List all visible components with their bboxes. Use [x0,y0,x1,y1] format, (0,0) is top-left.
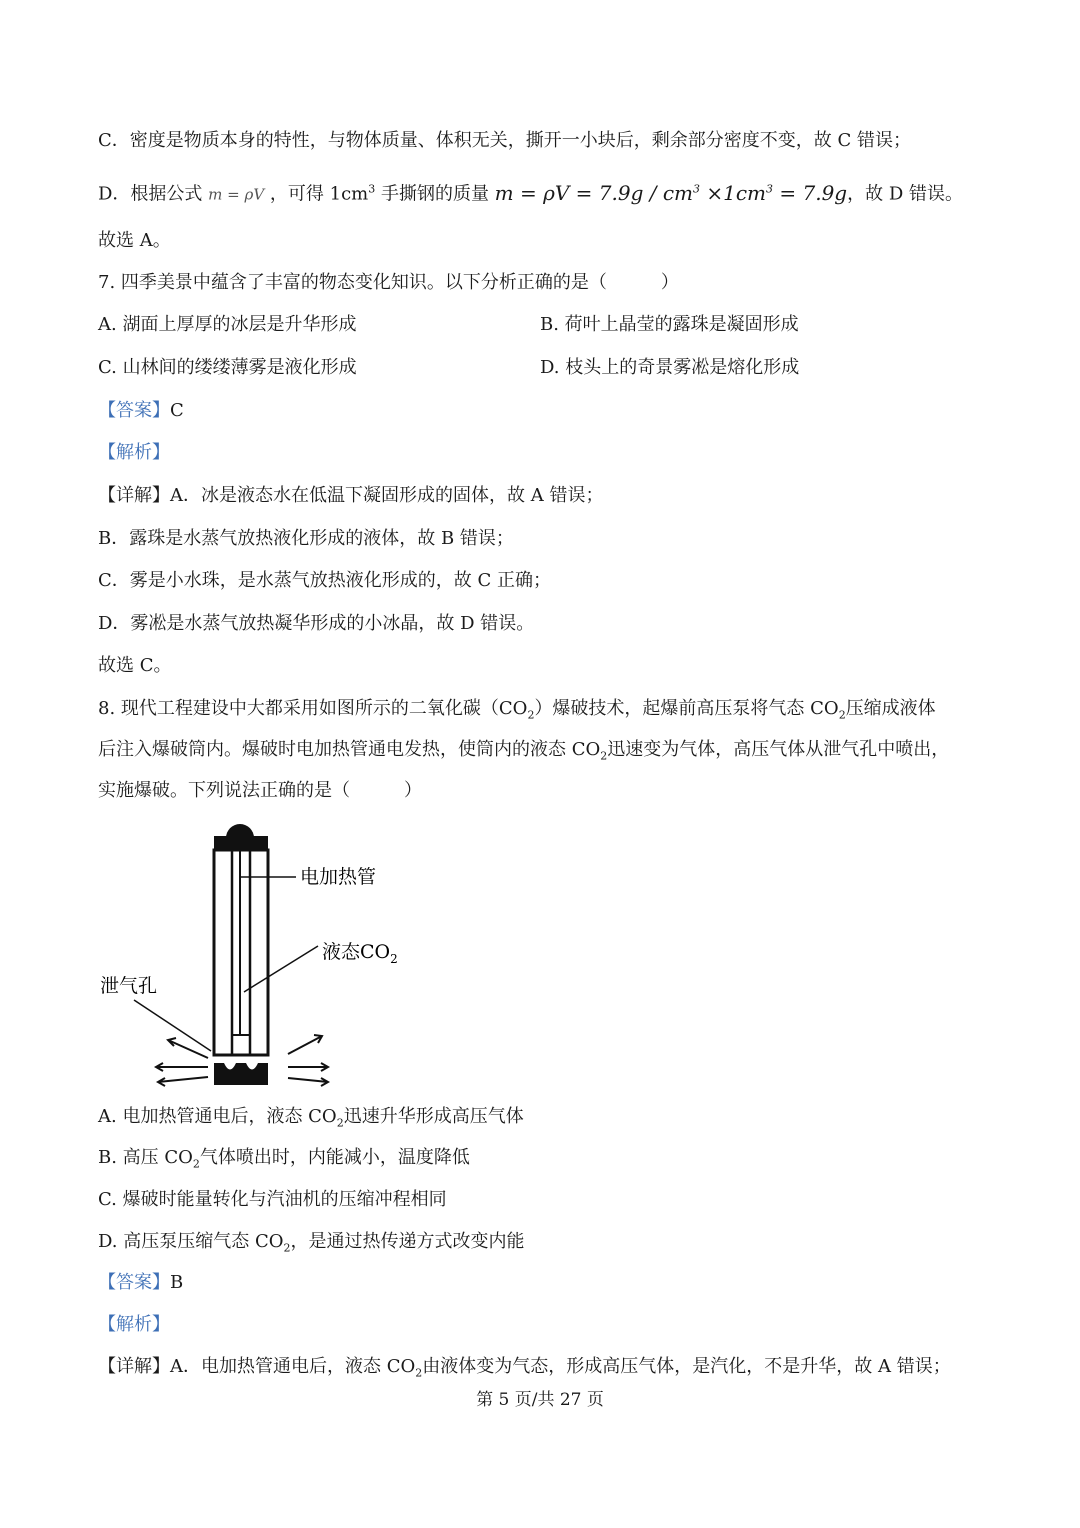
q7-stem: 7. 四季美景中蕴含了丰富的物态变化知识。以下分析正确的是（ ） [98,272,679,293]
superscript: 3 [693,182,701,195]
subscript: 2 [283,1241,291,1255]
text: B. 高压 CO [98,1147,193,1168]
q7-conclusion: 故选 C。 [98,655,172,676]
liquid-leader-line [244,946,318,992]
label-liquid-text: 液态CO [322,941,391,963]
q7-option-c: C. 山林间的缕缕薄雾是液化形成 [98,357,357,378]
q7-option-b: B. 荷叶上晶莹的露珠是凝固形成 [540,314,799,335]
q8-stem-line1 [98,696,936,729]
prev-conclusion: 故选 A。 [98,230,171,251]
formula-density: m = ρV [208,185,265,204]
subscript: 2 [336,1116,344,1130]
subscript: 2 [527,708,535,722]
answer-value: C [170,400,184,421]
text: 迅速升华形成高压气体 [343,1106,524,1127]
prev-option-d-suffix: ，故 D 错误。 [847,183,963,205]
text: 后注入爆破筒内。爆破时电加热管通电发热，使筒内的液态 CO [98,739,601,760]
q8-option-c: C. 爆破时能量转化与汽油机的压缩冲程相同 [98,1189,447,1210]
tube-bottom-block [214,1063,268,1085]
q8-option-a [98,1104,524,1137]
q7-option-a: A. 湖面上厚厚的冰层是升华形成 [98,314,357,335]
q8-stem-line3: 实施爆破。下列说法正确的是（ ） [98,780,422,801]
text: A．电加热管通电后，液态 CO [170,1356,416,1377]
subscript: 2 [192,1157,200,1171]
co2-blasting-diagram [96,820,416,1090]
answer-tag: 【答案】 [98,400,170,421]
q8-analysis-tag: 【解析】 [98,1314,170,1335]
superscript: 3 [368,182,376,196]
text: 8. 现代工程建设中大都采用如图所示的二氧化碳（CO [98,698,528,719]
tube-cap-dome [226,824,254,838]
q8-detail-a [98,1354,951,1387]
subscript: 2 [600,749,608,763]
q8-option-b [98,1145,470,1178]
q7-detail-b: B．露珠是水蒸气放热液化形成的液体，故 B 错误； [98,528,514,549]
q7-answer [98,398,184,424]
label-heater: 电加热管 [300,866,377,888]
superscript: 3 [766,182,774,195]
label-vent: 泄气孔 [100,975,158,997]
q8-option-d [98,1229,524,1262]
text: 由液体变为气态，形成高压气体，是汽化，不是升华，故 A 错误； [422,1356,951,1377]
text: 迅速变为气体，高压气体从泄气孔中喷出， [607,739,950,760]
formula-part: ×1cm [700,180,767,205]
text: ，是通过热传递方式改变内能 [290,1231,525,1252]
formula-part: = 7.9g [773,180,848,205]
gas-arrows-right [288,1035,328,1086]
detail-tag: 【详解】 [98,1356,170,1377]
subscript: 2 [838,708,846,722]
formula-mass [495,181,847,205]
text: 气体喷出时，内能减小，温度降低 [199,1147,470,1168]
q7-detail-a [98,483,603,509]
text: A. 电加热管通电后，液态 CO [98,1106,337,1127]
text: 压缩成液体 [845,698,936,719]
subscript: 2 [415,1366,423,1380]
q7-option-d: D. 枝头上的奇景雾凇是熔化形成 [540,357,800,378]
prev-option-d-mid2: 手撕钢的质量 [375,183,495,205]
answer-tag: 【答案】 [98,1272,170,1293]
q8-stem-line2 [98,737,949,770]
q7-detail-c: C．雾是小水珠，是水蒸气放热液化形成的，故 C 正确； [98,570,551,591]
q8-answer [98,1270,183,1296]
label-liquid-co2 [322,941,398,966]
page-footer: 第 5 页/共 27 页 [476,1390,604,1410]
detail-tag: 【详解】 [98,485,170,506]
q7-detail-d: D．雾凇是水蒸气放热凝华形成的小冰晶，故 D 错误。 [98,613,535,634]
text: D. 高压泵压缩气态 CO [98,1231,284,1252]
prev-option-d [98,176,963,208]
gas-arrows-left [156,1038,208,1086]
formula-part: m = ρV = 7.9g / cm [494,180,694,205]
detail-text: A．冰是液态水在低温下凝固形成的固体，故 A 错误； [170,485,604,506]
subscript: 2 [390,952,398,966]
tube-cap [214,836,268,850]
text: ）爆破技术，起爆前高压泵将气态 CO [534,698,839,719]
q7-analysis-tag: 【解析】 [98,442,170,463]
prev-option-c: C．密度是物质本身的特性，与物体质量、体积无关，撕开一小块后，剩余部分密度不变，故 C 错误； [98,130,911,151]
prev-option-d-prefix: D．根据公式 [98,183,203,205]
answer-value: B [170,1272,184,1293]
prev-option-d-mid: ，可得 1cm [269,183,369,205]
